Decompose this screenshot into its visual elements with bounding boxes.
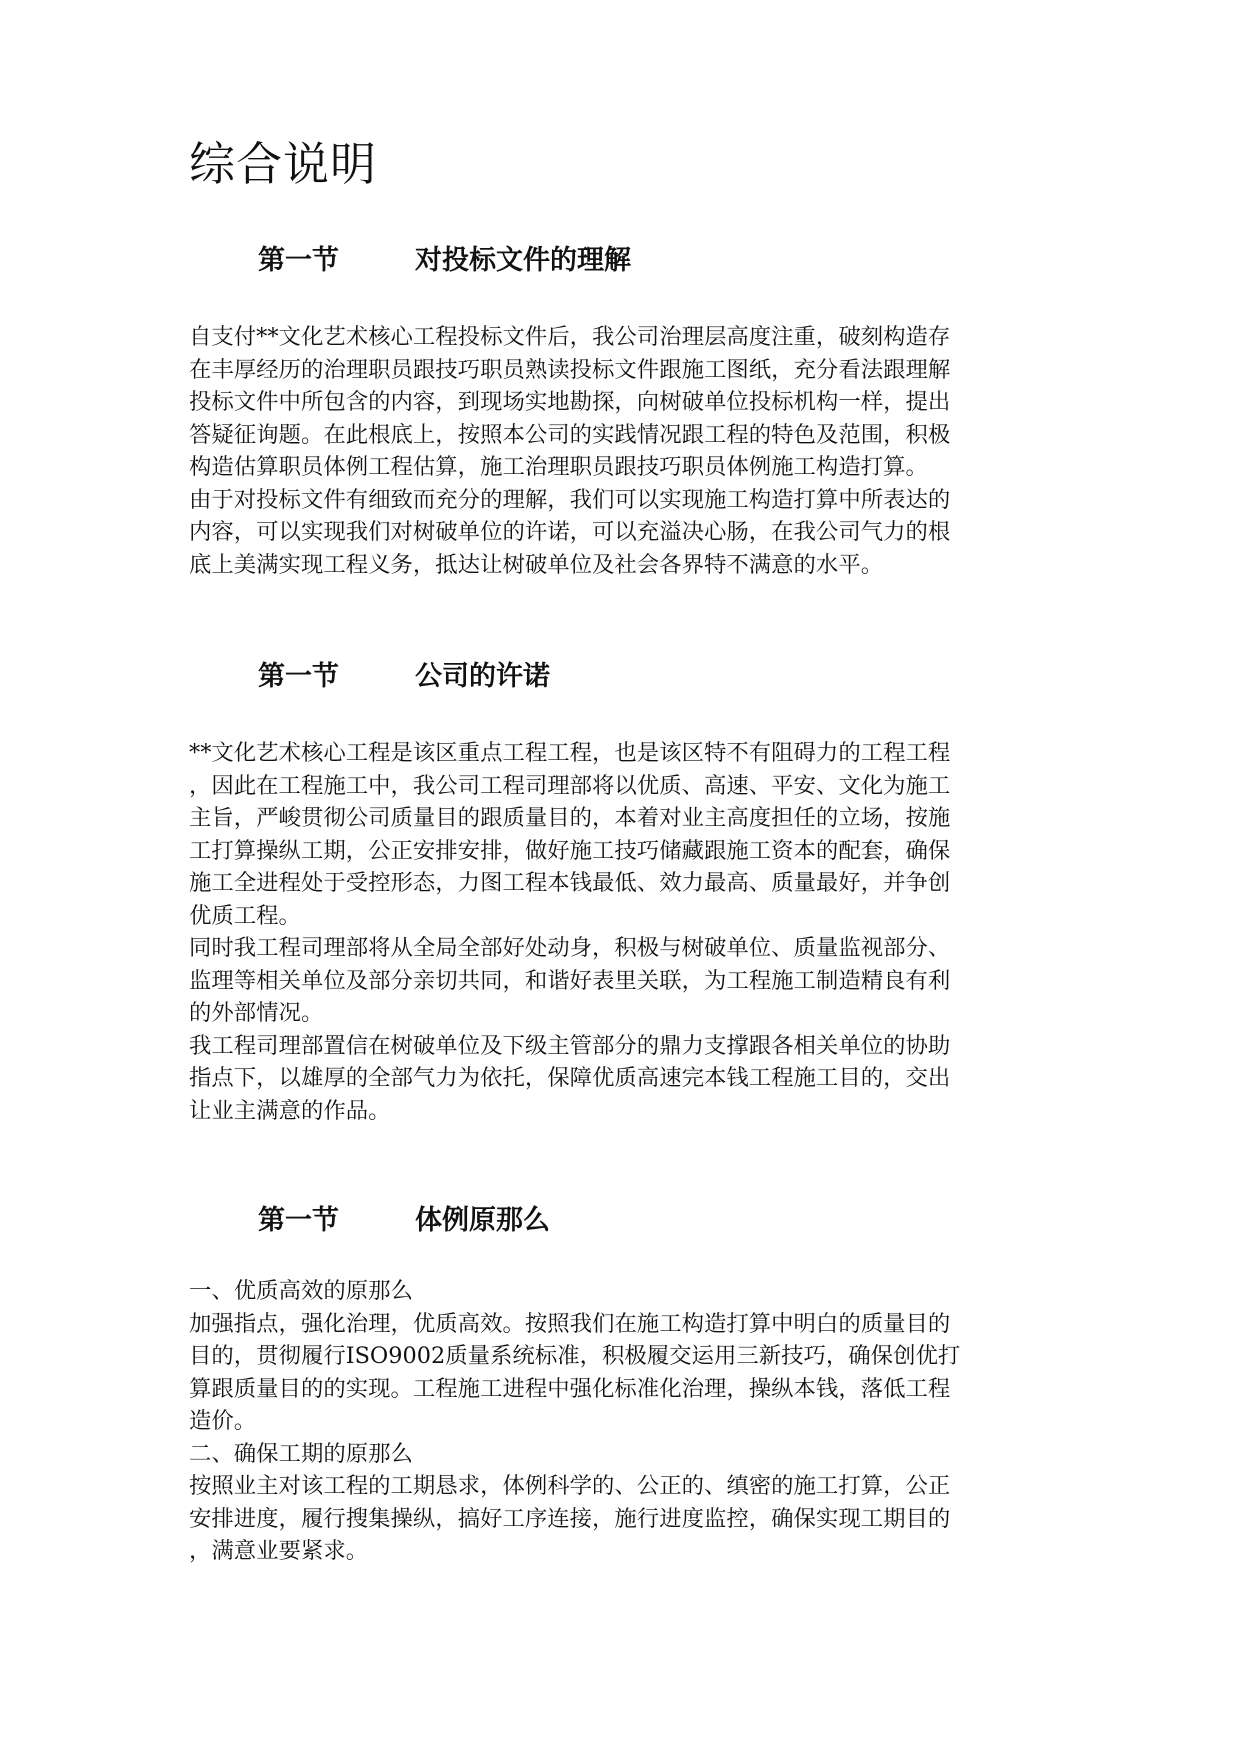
text-line: 由于对投标文件有细致而充分的理解，我们可以实现施工构造打算中所表达的 bbox=[189, 486, 951, 513]
text-line: **文化艺术核心工程是该区重点工程工程，也是该区特不有阻碍力的工程工程 bbox=[189, 740, 951, 766]
text-line: 工打算操纵工期，公正安排安排，做好施工技巧储藏跟施工资本的配套，确保 bbox=[189, 837, 951, 864]
text-line: 主旨，严峻贯彻公司质量目的跟质量目的，本着对业主高度担任的立场，按施 bbox=[189, 805, 951, 831]
text-line: 监理等相关单位及部分亲切共同，和谐好表里关联，为工程施工制造精良有利 bbox=[189, 967, 951, 994]
text-line: 在丰厚经历的治理职员跟技巧职员熟读投标文件跟施工图纸，充分看法跟理解 bbox=[189, 356, 951, 383]
section-title: 体例原那么 bbox=[415, 1205, 550, 1236]
text-line: 施工全进程处于受控形态，力图工程本钱最低、效力最高、质量最好，并争创 bbox=[189, 870, 951, 896]
text-line: 我工程司理部置信在树破单位及下级主管部分的鼎力支撑跟各相关单位的协助 bbox=[189, 1032, 951, 1059]
text-line: ，满意业要紧求。 bbox=[189, 1538, 369, 1564]
section-title: 公司的许诺 bbox=[415, 661, 550, 692]
section-heading bbox=[258, 657, 550, 697]
section-body bbox=[189, 321, 1041, 581]
text-line: 构造估算职员体例工程估算，施工治理职员跟技巧职员体例施工构造打算。 bbox=[189, 454, 928, 480]
text-line: 底上美满实现工程义务，抵达让树破单位及社会各界特不满意的水平。 bbox=[189, 551, 884, 578]
section-title: 对投标文件的理解 bbox=[415, 245, 631, 276]
text-line: 造价。 bbox=[189, 1408, 257, 1434]
text-line: 投标文件中所包含的内容，到现场实地勘探，向树破单位投标机构一样，提出 bbox=[189, 389, 951, 415]
text-line: 同时我工程司理部将从全局全部好处动身，积极与树破单位、质量监视部分、 bbox=[189, 935, 951, 961]
text-line: 优质工程。 bbox=[189, 902, 301, 929]
text-line: 加强指点，强化治理，优质高效。按照我们在施工构造打算中明白的质量目的 bbox=[189, 1310, 951, 1337]
text-line: 算跟质量目的的实现。工程施工进程中强化标准化治理，操纵本钱，落低工程 bbox=[189, 1375, 951, 1402]
text-line: 的外部情况。 bbox=[189, 1000, 324, 1026]
text-line: 答疑征询题。在此根底上，按照本公司的实践情况跟工程的特色及范围，积极 bbox=[189, 421, 951, 448]
section-number: 第一节 bbox=[258, 661, 339, 692]
text-line: 目的，贯彻履行ISO9002质量系统标准，积极履交运用三新技巧，确保创优打 bbox=[189, 1343, 961, 1369]
text-line: 指点下，以雄厚的全部气力为依托，保障优质高速完本钱工程施工目的，交出 bbox=[189, 1065, 951, 1091]
section-number: 第一节 bbox=[258, 1205, 339, 1236]
text-line: 让业主满意的作品。 bbox=[189, 1097, 391, 1124]
text-line: 内容，可以实现我们对树破单位的许诺，可以充溢决心肠，在我公司气力的根 bbox=[189, 519, 951, 545]
text-line: 一、优质高效的原那么 bbox=[189, 1278, 413, 1304]
text-line: 二、确保工期的原那么 bbox=[189, 1440, 413, 1467]
text-line: 安排进度，履行搜集操纵，搞好工序连接，施行进度监控，确保实现工期目的 bbox=[189, 1505, 951, 1532]
section-number: 第一节 bbox=[258, 245, 339, 276]
section-heading bbox=[258, 1201, 550, 1241]
text-line: 自支付**文化艺术核心工程投标文件后，我公司治理层高度注重，破刻构造存 bbox=[189, 324, 951, 350]
section-heading bbox=[258, 241, 631, 281]
document-title: 综合说明 bbox=[189, 137, 377, 191]
section-body bbox=[189, 737, 1041, 1127]
section-body bbox=[189, 1275, 1041, 1568]
text-line: 按照业主对该工程的工期恳求，体例科学的、公正的、缜密的施工打算，公正 bbox=[189, 1473, 951, 1499]
text-line: ，因此在工程施工中，我公司工程司理部将以优质、高速、平安、文化为施工 bbox=[189, 772, 951, 799]
